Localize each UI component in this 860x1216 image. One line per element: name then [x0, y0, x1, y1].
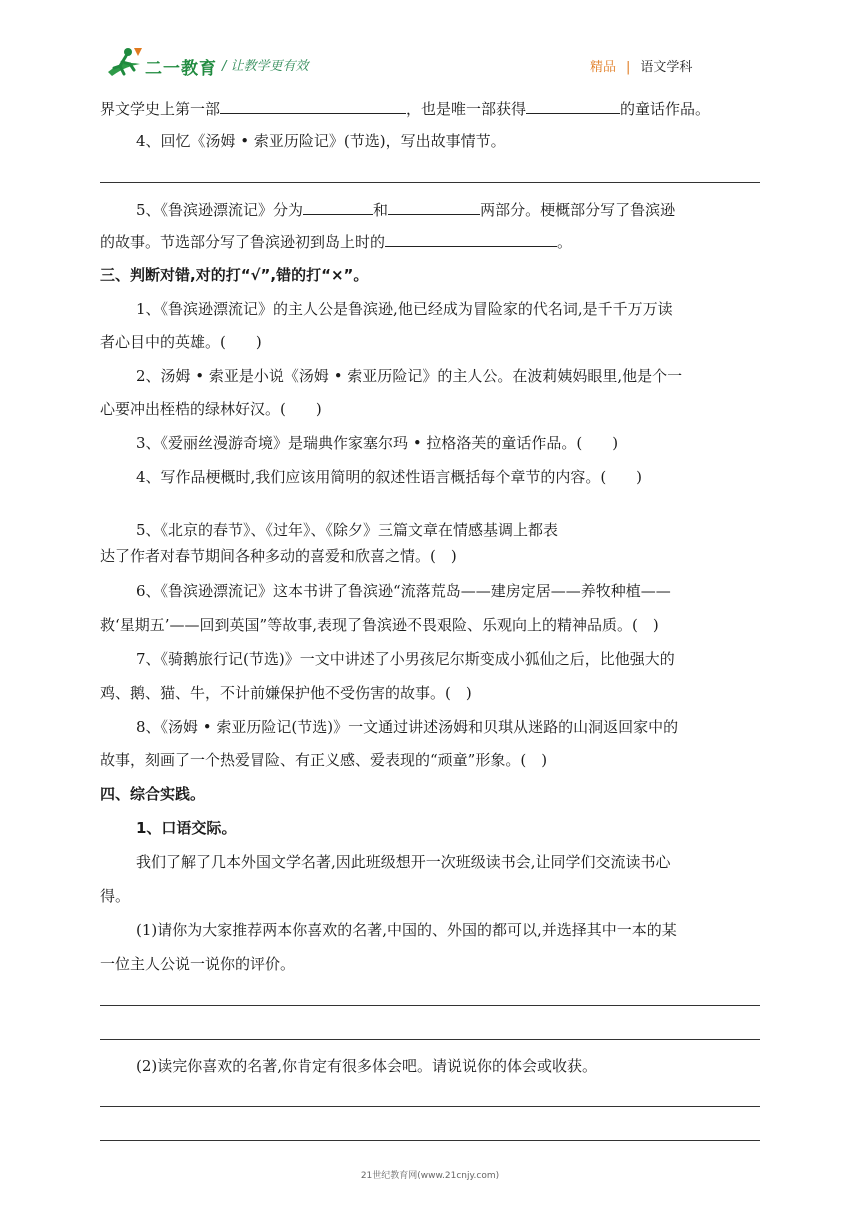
oral-communication-title: 1、口语交际。	[136, 819, 237, 837]
prompt-1: 一位主人公说一说你的评价。	[100, 955, 296, 973]
judge-item: 故事，刻画了一个热爱冒险、有正义感、爱表现的“顽童”形象。( )	[100, 751, 548, 769]
page-footer: 21世纪教育网(www.21cnjy.com)	[360, 1171, 500, 1181]
judge-item: 1、《鲁滨逊漂流记》的主人公是鲁滨逊,他已经成为冒险家的代名词,是千千万万读	[136, 300, 673, 318]
answer-line[interactable]	[100, 1039, 760, 1040]
judge-item: 3、《爱丽丝漫游奇境》是瑞典作家塞尔玛 • 拉格洛芙的童话作品。( )	[136, 434, 619, 452]
answer-line[interactable]	[100, 1106, 760, 1107]
blank-field[interactable]	[220, 97, 406, 114]
text-seg: 和	[373, 201, 389, 219]
header-separator: |	[626, 60, 631, 75]
judge-item: 达了作者对春节期间各种多动的喜爱和欣喜之情。( )	[100, 547, 457, 565]
blank-field[interactable]	[526, 97, 620, 114]
judge-item: 4、写作品梗概时,我们应该用简明的叙述性语言概括每个章节的内容。( )	[136, 468, 643, 486]
text-seg: 的故事。节选部分写了鲁滨逊初到岛上时的	[100, 233, 386, 251]
oral-intro: 得。	[100, 887, 131, 905]
prompt-1: (1)请你为大家推荐两本你喜欢的名著,中国的、外国的都可以,并选择其中一本的某	[136, 921, 677, 939]
answer-line[interactable]	[100, 182, 760, 183]
subject-label: 语文学科	[640, 60, 693, 75]
text-seg: 两部分。梗概部分写了鲁滨逊	[480, 201, 676, 219]
fill-line-a	[100, 97, 710, 120]
header-right	[590, 56, 692, 75]
text-seg: 界文学史上第一部	[100, 100, 221, 118]
blank-field[interactable]	[388, 198, 480, 215]
section-3-heading: 三、判断对错,对的打“√”,错的打“×”。	[100, 266, 369, 284]
question-5-line1	[136, 198, 675, 221]
text-seg: ，也是唯一部获得	[406, 100, 527, 118]
question-5-line2	[100, 230, 572, 253]
quality-label: 精品	[590, 60, 617, 75]
answer-line[interactable]	[100, 1005, 760, 1006]
blank-field[interactable]	[385, 230, 557, 247]
text-seg: 。	[557, 233, 573, 251]
judge-item: 救‘星期五’——回到英国”等故事,表现了鲁滨逊不畏艰险、乐观向上的精神品质。( )	[100, 616, 659, 634]
judge-item: 心要冲出桎梏的绿林好汉。( )	[100, 400, 322, 418]
answer-line[interactable]	[100, 1140, 760, 1141]
judge-item: 者心目中的英雄。( )	[100, 333, 262, 351]
judge-item: 鸡、鹅、猫、牛，不计前嫌保护他不受伤害的故事。( )	[100, 684, 472, 702]
text-seg: 的童话作品。	[620, 100, 711, 118]
judge-item: 5、《北京的春节》、《过年》、《除夕》三篇文章在情感基调上都表	[136, 521, 559, 539]
judge-item: 2、汤姆 • 索亚是小说《汤姆 • 索亚历险记》的主人公。在波莉姨妈眼里,他是个一	[136, 367, 683, 385]
judge-item: 8、《汤姆 • 索亚历险记(节选)》一文通过讲述汤姆和贝琪从迷路的山洞返回家中的	[136, 718, 679, 736]
page-header	[0, 0, 860, 92]
brand-name: 二一教育	[145, 59, 217, 79]
judge-item: 7、《骑鹅旅行记(节选)》一文中讲述了小男孩尼尔斯变成小狐仙之后，比他强大的	[136, 650, 675, 668]
prompt-2: (2)读完你喜欢的名著,你肯定有很多体会吧。请说说你的体会或收获。	[136, 1057, 598, 1075]
judge-item: 6、《鲁滨逊漂流记》这本书讲了鲁滨逊“流落荒岛——建房定居——养牧种植——	[136, 582, 671, 600]
question-4: 4、回忆《汤姆 • 索亚历险记》(节选)，写出故事情节。	[136, 132, 506, 150]
brand-slogan: / 让教学更有效	[222, 59, 309, 74]
text-seg: 5、《鲁滨逊漂流记》分为	[136, 201, 304, 219]
blank-field[interactable]	[303, 198, 373, 215]
section-4-heading: 四、综合实践。	[100, 785, 206, 803]
runner-logo-icon	[104, 46, 144, 80]
oral-intro: 我们了解了几本外国文学名著,因此班级想开一次班级读书会,让同学们交流读书心	[136, 853, 671, 871]
